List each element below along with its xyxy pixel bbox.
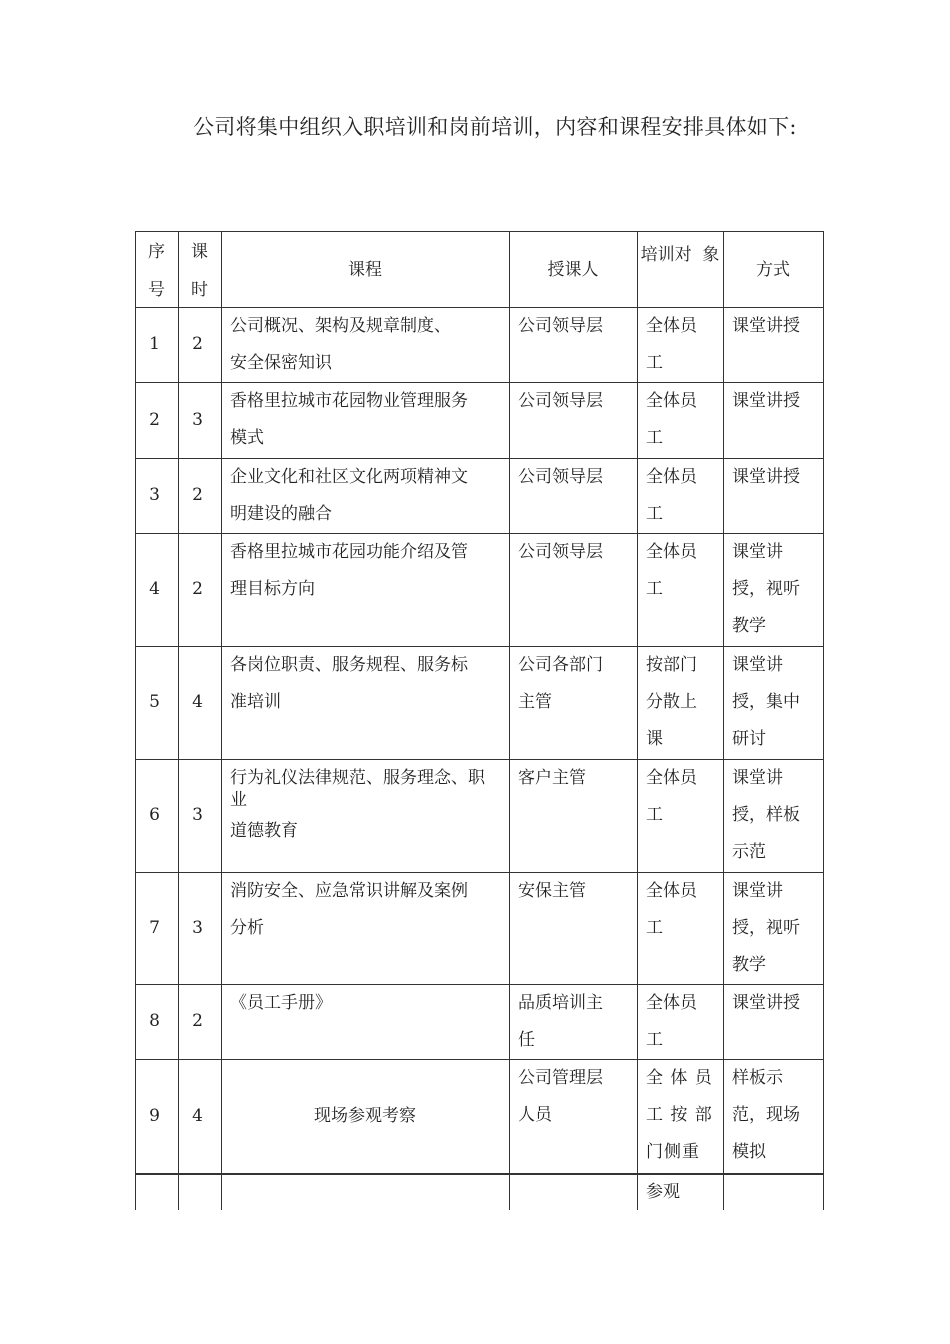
header-method: 方式 bbox=[756, 260, 790, 280]
intro-paragraph: 公司将集中组织入职培训和岗前培训，内容和课程安排具体如下: bbox=[193, 115, 797, 139]
table-cell-target: 全体员 工 bbox=[646, 768, 697, 825]
table-cell-course: 香格里拉城市花园功能介绍及管 理目标方向 bbox=[230, 542, 468, 599]
table-cell-course bbox=[230, 767, 505, 850]
table-cell-method: 课堂讲授 bbox=[732, 467, 800, 487]
table-cell-hours: 3 bbox=[192, 805, 203, 825]
table-cell-course: 《员工手册》 bbox=[230, 993, 332, 1013]
table-cell-hours: 4 bbox=[192, 1105, 203, 1126]
table-cell-teacher: 公司各部门 主管 bbox=[518, 655, 603, 712]
table-cell-target: 全体员 工 bbox=[646, 316, 697, 373]
table-cell-hours: 3 bbox=[192, 409, 203, 430]
table-cell-seq: 3 bbox=[149, 485, 160, 505]
table-cell-teacher: 客户主管 bbox=[518, 768, 586, 788]
table-vertical-rule bbox=[509, 231, 510, 1210]
table-cell-course: 现场参观考察 bbox=[314, 1105, 416, 1126]
table-cell-method: 课堂讲授 bbox=[732, 993, 800, 1013]
table-cell-method: 课堂讲 授，视听 教学 bbox=[732, 881, 800, 975]
table-vertical-rule bbox=[637, 231, 638, 1210]
table-cell-course: 消防安全、应急常识讲解及案例 分析 bbox=[230, 881, 468, 938]
table-cell-teacher: 品质培训主 任 bbox=[518, 993, 603, 1050]
table-cell-teacher: 公司领导层 bbox=[518, 542, 603, 562]
table-cell-seq: 8 bbox=[149, 1011, 160, 1031]
table-cell-target: 全体员 工 bbox=[646, 467, 697, 524]
table-cell-target: 全 体 员 工 按 部 门侧重 bbox=[646, 1068, 713, 1162]
table-cell-teacher: 安保主管 bbox=[518, 881, 586, 901]
table-horizontal-rule bbox=[135, 1173, 824, 1175]
course-line: 业 bbox=[230, 790, 247, 810]
table-horizontal-rule bbox=[135, 231, 824, 232]
table-vertical-rule bbox=[221, 231, 222, 1210]
table-cell-hours: 2 bbox=[192, 334, 203, 354]
table-cell-target: 全体员 工 bbox=[646, 542, 697, 599]
table-cell-hours: 2 bbox=[192, 1011, 203, 1031]
course-line: 道德教育 bbox=[230, 821, 298, 841]
table-cell-method: 样板示 范，现场 模拟 bbox=[732, 1068, 800, 1162]
table-cell-teacher: 公司领导层 bbox=[518, 316, 603, 336]
table-cell-method: 课堂讲 授，集中 研讨 bbox=[732, 655, 800, 749]
table-vertical-rule bbox=[723, 231, 724, 1210]
header-hours: 课 时 bbox=[191, 242, 208, 300]
header-target: 培训对 象 bbox=[640, 245, 720, 265]
table-cell-hours: 2 bbox=[192, 485, 203, 505]
table-cell-hours: 3 bbox=[192, 917, 203, 938]
table-cell-target: 按部门 分散上 课 bbox=[646, 655, 697, 749]
table-cell-target: 全体员 工 bbox=[646, 993, 697, 1050]
table-cell-method: 课堂讲 授，视听 教学 bbox=[732, 542, 800, 636]
table-cell-hours: 2 bbox=[192, 579, 203, 599]
table-cell-seq: 1 bbox=[149, 334, 160, 354]
header-teacher: 授课人 bbox=[547, 260, 599, 280]
table-cell-method: 课堂讲授 bbox=[732, 391, 800, 411]
course-line: 行为礼仪法律规范、服务理念、职 bbox=[230, 768, 485, 788]
table-cell-hours: 4 bbox=[192, 692, 203, 712]
table-cell-course: 各岗位职责、服务规程、服务标 准培训 bbox=[230, 655, 468, 712]
table-cell-seq: 4 bbox=[149, 579, 160, 599]
table-cell-seq: 7 bbox=[149, 917, 160, 938]
table-horizontal-rule bbox=[135, 1059, 824, 1060]
table-cell-course: 公司概况、架构及规章制度、 安全保密知识 bbox=[230, 316, 451, 373]
table-cell-target: 全体员 工 bbox=[646, 391, 697, 448]
table-horizontal-rule bbox=[135, 759, 824, 760]
table-cell-teacher: 公司管理层 人员 bbox=[518, 1068, 603, 1125]
table-cell-teacher: 公司领导层 bbox=[518, 467, 603, 487]
table-vertical-rule bbox=[823, 231, 824, 1210]
header-seq: 序 号 bbox=[148, 242, 165, 300]
table-cell-method: 课堂讲 授，样板 示范 bbox=[732, 768, 800, 862]
table-cell-method: 课堂讲授 bbox=[732, 316, 800, 336]
table-cell-course: 香格里拉城市花园物业管理服务 模式 bbox=[230, 391, 468, 448]
table-cell-seq: 2 bbox=[149, 409, 160, 430]
header-course: 课程 bbox=[348, 260, 382, 280]
table-cell-target: 参观 bbox=[646, 1182, 680, 1202]
table-cell-target: 全体员 工 bbox=[646, 881, 697, 938]
table-cell-course: 企业文化和社区文化两项精神文 明建设的融合 bbox=[230, 467, 468, 524]
table-cell-seq: 6 bbox=[149, 805, 160, 825]
table-cell-seq: 5 bbox=[149, 692, 160, 712]
table-cell-teacher: 公司领导层 bbox=[518, 391, 603, 411]
table-cell-seq: 9 bbox=[149, 1105, 160, 1126]
